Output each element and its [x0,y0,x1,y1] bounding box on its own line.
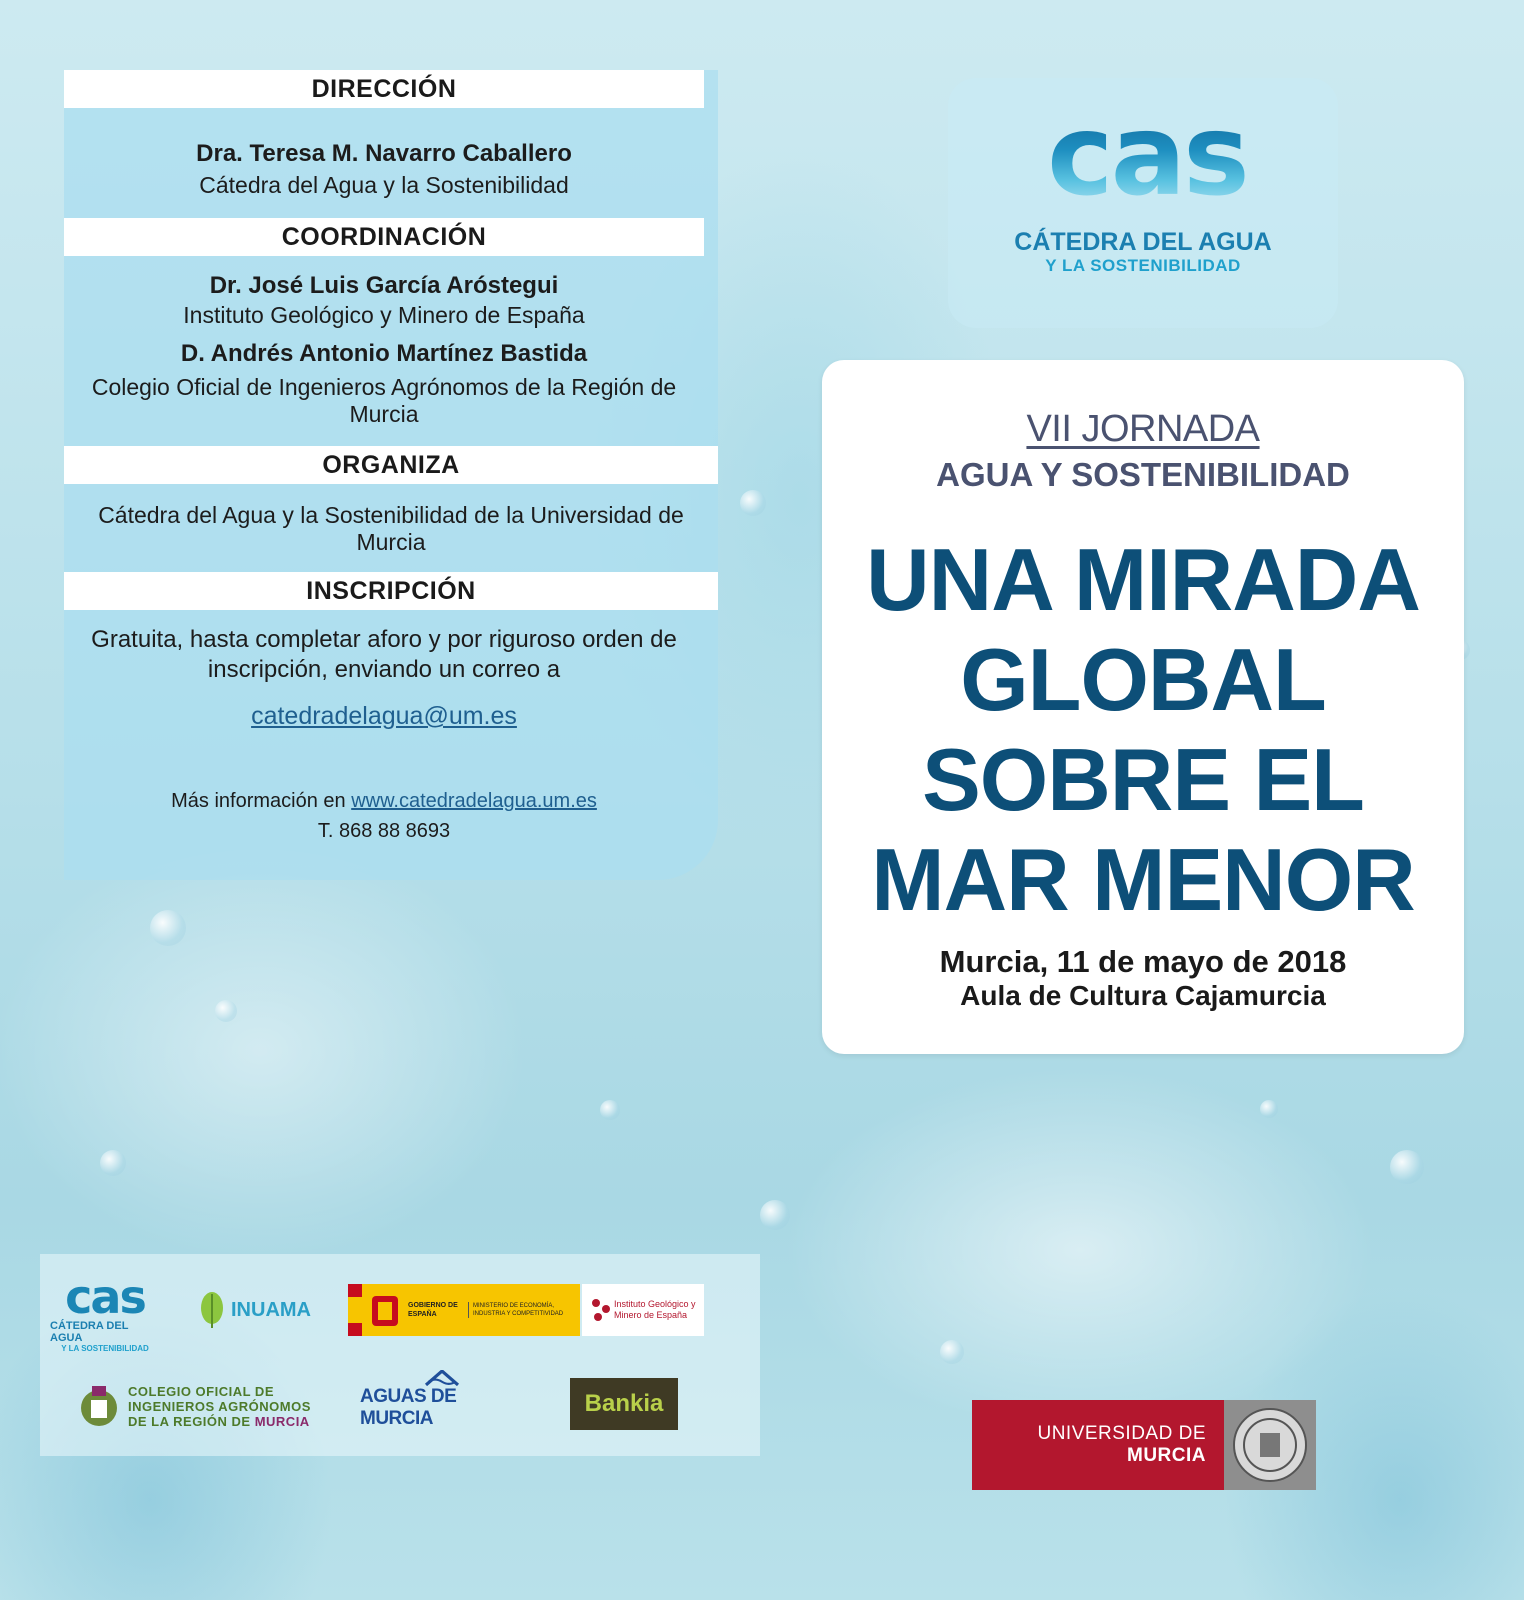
inscripcion-line-1: Gratuita, hasta completar aforo y por riguroso orden de [91,626,677,653]
aguas-label: AGUAS DE MURCIA [360,1386,457,1429]
spain-flag-icon [348,1284,362,1336]
sponsor-bankia-logo [570,1378,678,1430]
coordinacion-name-1: Dr. José Luis García Aróstegui [209,272,559,299]
headline-line-1: UNA MIRADA [866,530,1420,629]
direccion-name: Dra. Teresa M. Navarro Caballero [196,140,572,167]
sponsor-aguas-logo [360,1370,524,1430]
cas-logo-line-2: Y LA SOSTENIBILIDAD [1045,256,1241,275]
water-drop [760,1200,790,1230]
coordinacion-affiliation-1: Instituto Geológico y Minero de España [183,302,585,328]
igme-icon [590,1297,612,1323]
colegio-text [128,1384,311,1429]
colegio-line-3a: DE LA REGIÓN DE [128,1413,255,1429]
organiza-text: Cátedra del Agua y la Sostenibilidad de la Universidad de Murcia [98,502,684,555]
universidad-murcia-logo [972,1400,1316,1490]
um-seal-block [1224,1400,1316,1490]
direccion-affiliation: Cátedra del Agua y la Sostenibilidad [199,172,569,198]
edition-label: VII JORNADA [1026,408,1260,450]
bankia-label: Bankia [584,1390,664,1417]
water-drop [215,1000,237,1022]
coat-of-arms-icon [368,1290,402,1330]
university-seal-icon [1230,1405,1310,1485]
website-link[interactable]: www.catedradelagua.um.es [351,790,597,812]
colegio-line-3 [128,1414,311,1429]
headline-line-2: GLOBAL [960,630,1326,729]
event-date: Murcia, 11 de mayo de 2018 [939,944,1347,979]
sponsor-colegio-logo [76,1378,312,1434]
water-drop [1260,1100,1278,1118]
more-info-prefix: Más información en [171,790,352,812]
direccion-heading: DIRECCIÓN [64,70,704,108]
water-drop [940,1340,964,1364]
gobierno-label: GOBIERNO DE ESPAÑA [408,1302,458,1318]
headline-line-4: MAR MENOR [871,830,1415,929]
sponsor-inuama-logo [192,1282,316,1338]
leaf-icon [197,1290,227,1330]
aguas-wave-icon [407,1370,477,1386]
sponsor-cas-wordmark: cas [65,1269,145,1324]
sponsor-cas-logo [50,1269,160,1353]
igme-label: Instituto Geológico y Minero de España [614,1299,696,1320]
sponsor-cas-line-1: CÁTEDRA DEL AGUA [50,1319,129,1344]
series-label: AGUA Y SOSTENIBILIDAD [936,456,1350,493]
coordinacion-heading: COORDINACIÓN [64,218,704,256]
um-text-block [972,1400,1224,1490]
inscripcion-line-2: inscripción, enviando un correo a [207,656,561,683]
phone-number: T. 868 88 8693 [317,820,451,842]
coordinacion-affiliation-2: Colegio Oficial de Ingenieros Agrónomos de la Región de Murcia [91,374,677,427]
water-drop [1390,1150,1424,1184]
coordinacion-name-2: D. Andrés Antonio Martínez Bastida [180,340,588,367]
sponsor-cas-line-2: Y LA SOSTENIBILIDAD [61,1343,149,1353]
ministerio-label: MINISTERIO DE ECONOMÍA, INDUSTRIA Y COMPETITIVIDAD [468,1302,573,1318]
colegio-line-2: INGENIEROS AGRÓNOMOS [128,1398,311,1414]
water-drop [740,490,766,516]
water-drop [600,1100,620,1120]
cas-logo-wordmark: cas [1012,96,1282,216]
um-line-2: MURCIA [1127,1445,1206,1466]
colegio-murcia: MURCIA [254,1413,310,1429]
water-drop [150,910,186,946]
email-link[interactable]: catedradelagua@um.es [251,702,517,730]
um-line-1: UNIVERSIDAD DE [1037,1423,1206,1444]
organiza-heading: ORGANIZA [64,446,718,484]
water-drop [100,1150,126,1176]
sponsor-igme-logo [582,1284,704,1336]
colegio-crest-icon [76,1382,122,1430]
inscripcion-heading: INSCRIPCIÓN [64,572,718,610]
sponsor-gobierno-logo [348,1284,580,1336]
more-info-row [64,790,704,813]
colegio-line-1: COLEGIO OFICIAL DE [128,1383,274,1399]
inuama-label: INUAMA [231,1298,311,1321]
headline-line-3: SOBRE EL [922,730,1364,829]
inscripcion-email-row [64,702,704,731]
cas-logo-line-1: CÁTEDRA DEL AGUA [1014,228,1272,256]
event-venue: Aula de Cultura Cajamurcia [960,980,1326,1011]
